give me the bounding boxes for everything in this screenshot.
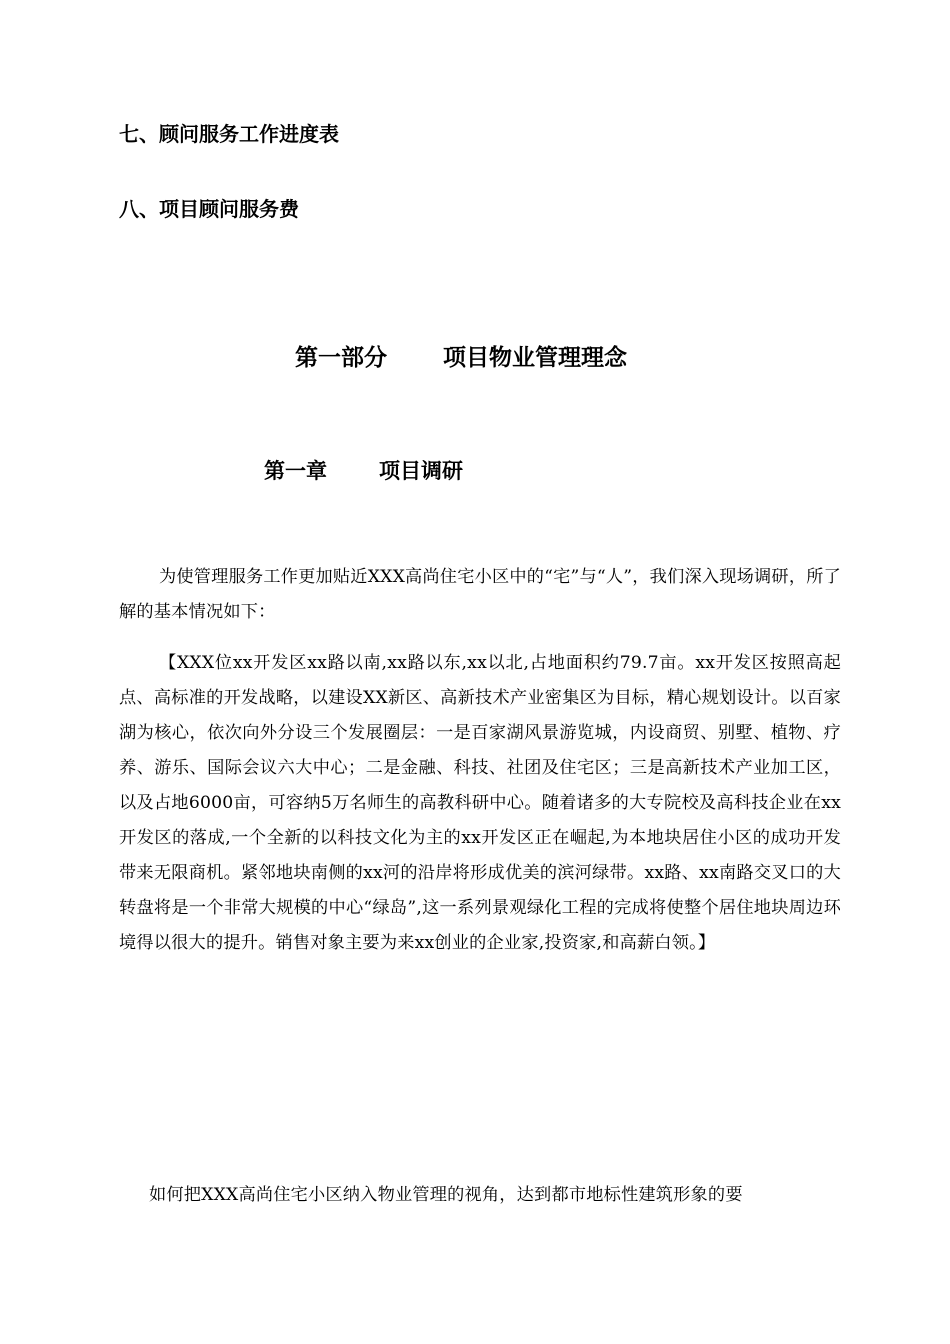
part-label: 第一部分 xyxy=(295,345,387,371)
part-title: 项目物业管理理念 xyxy=(443,345,627,371)
survey-paragraph: 【XXX位xx开发区xx路以南,xx路以东,xx以北,占地面积约79.7亩。xx开发区按照高起点、高标准的开发战略，以建设XX新区、高新技术产业密集区为目标，精心规划设计。以百家湖为核心，依次向外分设三个发展圈层：一是百家湖风景游览城，内设商贸、别墅、植物、疗养、游乐、国际会议六大中心；二是金融、科技、社团及住宅区；三是高新技术产业加工区，以及占地6000亩，可容纳5万名师生的高教科研中心。随着诸多的大专院校及高科技企业在xx开发区的落成,一个全新的以科技文化为主的xx开发区正在崛起,为本地块居住小区的成功开发带来无限商机。紧邻地块南侧的xx河的沿岸将形成优美的滨河绿带。xx路、xx南路交叉口的大转盘将是一个非常大规模的中心“绿岛”,这一系列景观绿化工程的完成将使整个居住地块周边环境得以很大的提升。销售对象主要为来xx创业的企业家,投资家,和高薪白领。】 xyxy=(119,653,841,953)
chapter-label: 第一章 xyxy=(264,459,327,483)
question-paragraph: 如何把XXX高尚住宅小区纳入物业管理的视角，达到都市地标性建筑形象的要 xyxy=(149,1185,743,1205)
intro-paragraph: 为使管理服务工作更加贴近XXX高尚住宅小区中的“宅”与“人”，我们深入现场调研，所了解的基本情况如下： xyxy=(119,567,841,622)
chapter-heading xyxy=(264,458,463,484)
chapter-title: 项目调研 xyxy=(379,459,463,483)
toc-item-7: 七、顾问服务工作进度表 xyxy=(119,122,339,146)
toc-item-8: 八、项目顾问服务费 xyxy=(119,197,299,221)
part-heading xyxy=(295,344,627,372)
